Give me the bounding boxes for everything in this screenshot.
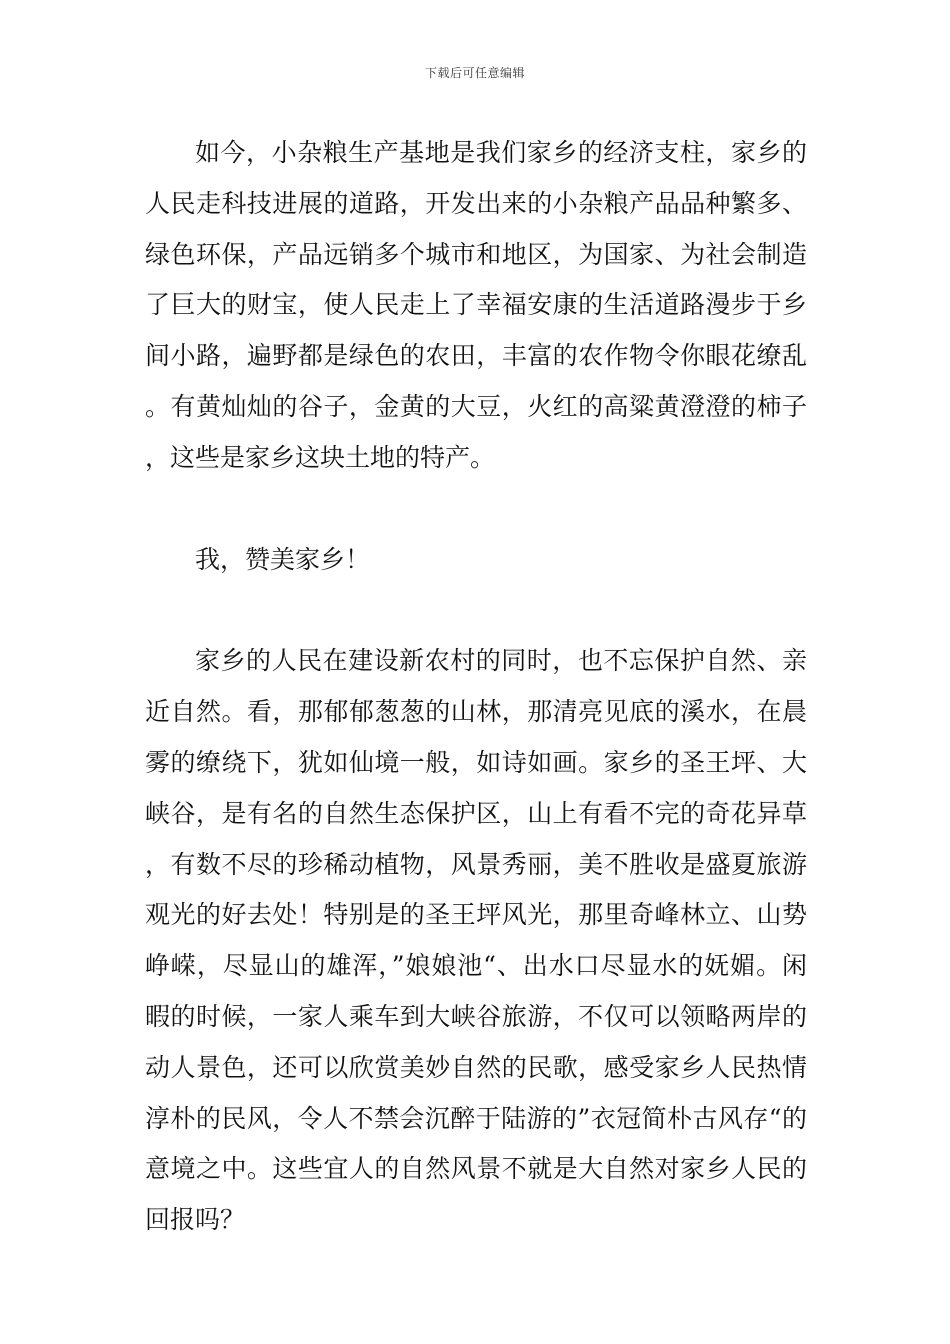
paragraph-1: 如今，小杂粮生产基地是我们家乡的经济支柱，家乡的人民走科技进展的道路，开发出来的小杂粮产品品种繁多、绿色环保，产品远销多个城市和地区，为国家、为社会制造了巨大的财宝，使人民走上了幸福安康的生活道路漫步于乡间小路，遍野都是绿色的农田，丰富的农作物令你眼花缭乱。有黄灿灿的谷子，金黄的大豆，火红的高粱黄澄澄的柿子，这些是家乡这块土地的特产。 (145, 138, 807, 472)
paragraph-3: 家乡的人民在建设新农村的同时，也不忘保护自然、亲近自然。看，那郁郁葱葱的山林，那清亮见底的溪水，在晨雾的缭绕下，犹如仙境一般，如诗如画。家乡的圣王坪、大峡谷，是有名的自然生态保护区，山上有看不完的奇花异草，有数不尽的珍稀动植物，风景秀丽，美不胜收是盛夏旅游观光的好去处！特别是的圣王坪风光，那里奇峰林立、山势峥嵘，尽显山的雄浑，”娘娘池“、出水口尽显水的妩媚。闲暇的时候，一家人乘车到大峡谷旅游，不仅可以领略两岸的动人景色，还可以欣赏美妙自然的民歌，感受家乡人民热情淳朴的民风，令人不禁会沉醉于陆游的”衣冠简朴古风存“的意境之中。这些宜人的自然风景不就是大自然对家乡人民的回报吗？ (145, 646, 807, 1235)
paragraph-2: 我，赞美家乡！ (195, 544, 371, 574)
page-header: 下载后可任意编辑 (424, 66, 525, 80)
document-body (145, 128, 807, 1246)
